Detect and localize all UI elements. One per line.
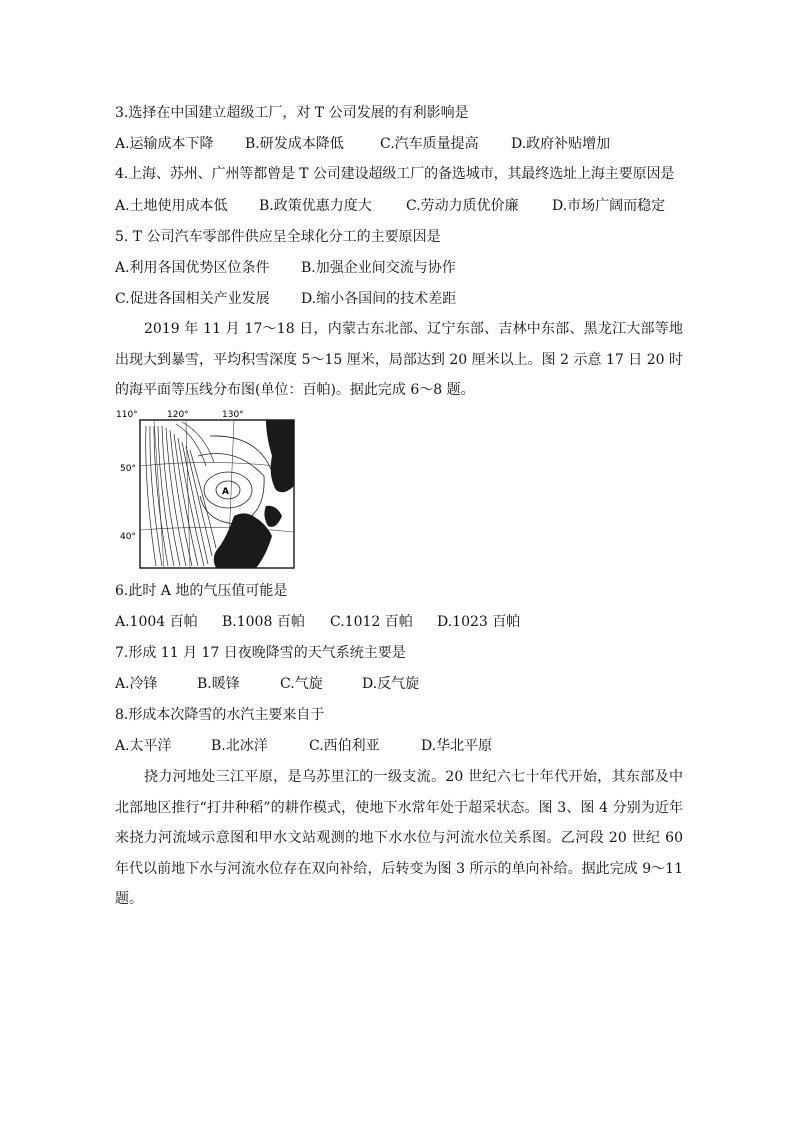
question-4-option-a: A.土地使用成本低	[115, 198, 228, 214]
question-7-stem: 7.形成 11 月 17 日夜晚降雪的天气系统主要是	[115, 645, 406, 661]
isobar-map-figure	[116, 406, 299, 572]
passage-weather: 2019 年 11 月 17～18 日，内蒙古东北部、辽宁东部、吉林中东部、黑龙江大部等地出现大到暴雪，平均积雪深度 5～15 厘米，局部达到 20 厘米以上。图 2 示意 17 日 20 时的海平面等压线分布图(单位：百帕)。据此完成 6～8 题。	[115, 321, 683, 398]
question-6-stem: 6.此时 A 地的气压值可能是	[115, 583, 288, 599]
question-4-option-d: D.市场广阔而稳定	[552, 198, 666, 214]
lat-label-40: 40°	[120, 532, 136, 542]
question-3-option-a: A.运输成本下降	[115, 136, 214, 152]
question-4-stem: 4.上海、苏州、广州等都曾是 T 公司建设超级工厂的备选城市，其最终选址上海主要原因是	[115, 166, 675, 182]
question-6-option-b: B.1008 百帕	[222, 614, 305, 630]
question-5-option-d: D.缩小各国间的技术差距	[301, 291, 457, 307]
question-6-option-a: A.1004 百帕	[115, 614, 198, 630]
question-3-option-c: C.汽车质量提高	[380, 136, 479, 152]
question-3-option-d: D.政府补贴增加	[511, 136, 611, 152]
question-4-option-b: B.政策优惠力度大	[259, 198, 372, 214]
question-3-stem: 3.选择在中国建立超级工厂，对 T 公司发展的有利影响是	[115, 105, 469, 121]
question-5-option-a: A.利用各国优势区位条件	[115, 260, 270, 276]
question-5-option-c: C.促进各国相关产业发展	[115, 291, 270, 307]
lon-label-110: 110°	[116, 410, 138, 420]
question-8-option-d: D.华北平原	[421, 738, 493, 754]
question-5-stem: 5. T 公司汽车零部件供应呈全球化分工的主要原因是	[115, 229, 441, 245]
question-6-option-c: C.1012 百帕	[330, 614, 413, 630]
question-8-stem: 8.形成本次降雪的水汽主要来自于	[115, 707, 325, 723]
question-8-option-c: C.西伯利亚	[309, 738, 380, 754]
question-7-option-a: A.冷锋	[115, 676, 158, 692]
isobar-map-svg	[116, 406, 299, 572]
point-a-label: A	[222, 487, 229, 497]
question-8-option-b: B.北冰洋	[211, 738, 268, 754]
question-3-option-b: B.研发成本降低	[245, 136, 344, 152]
question-7-option-b: B.暖锋	[197, 676, 240, 692]
lon-label-130: 130°	[222, 410, 244, 420]
lat-label-50: 50°	[120, 464, 136, 474]
lon-label-120: 120°	[167, 410, 189, 420]
question-6-option-d: D.1023 百帕	[437, 614, 521, 630]
question-7-option-c: C.气旋	[280, 676, 323, 692]
passage-river: 挠力河地处三江平原，是乌苏里江的一级支流。20 世纪六七十年代开始，其东部及中北部地区推行“打井种稻”的耕作模式，使地下水常年处于超采状态。图 3、图 4 分别为近年来挠力河流域示意图和甲水文站观测的地下水水位与河流水位关系图。乙河段 20 世纪 60 年代以前地下水与河流水位存在双向补给，后转变为图 3 所示的单向补给。据此完成 9～11 题。	[115, 769, 683, 907]
question-5-option-b: B.加强企业间交流与协作	[301, 260, 456, 276]
question-7-option-d: D.反气旋	[362, 676, 420, 692]
question-4-option-c: C.劳动力质优价廉	[406, 198, 519, 214]
question-8-option-a: A.太平洋	[115, 738, 172, 754]
